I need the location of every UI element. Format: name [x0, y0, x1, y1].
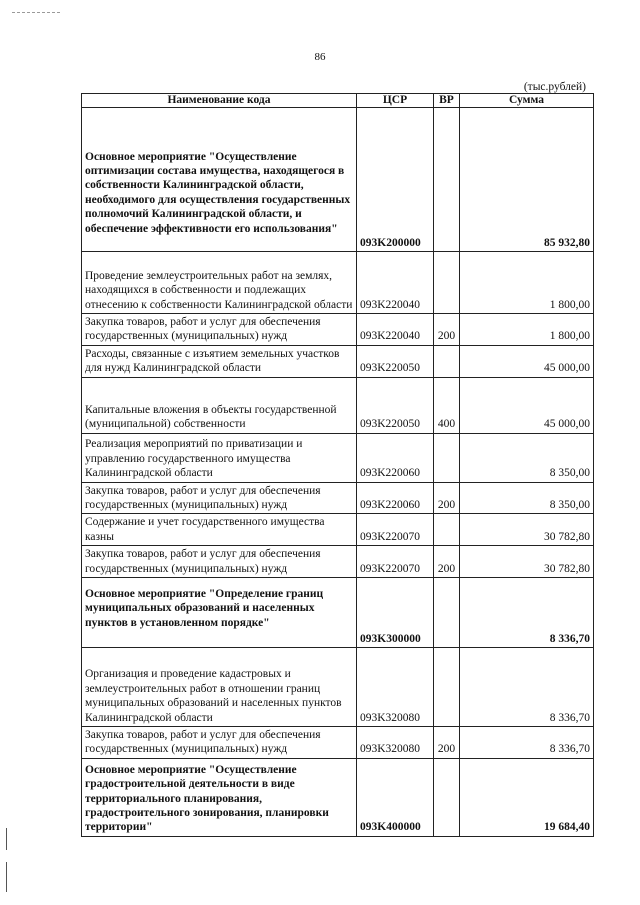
table-row [82, 758, 594, 836]
row-vr [434, 758, 460, 836]
row-sum: 8 350,00 [460, 433, 594, 482]
row-name: Основное мероприятие "Осуществление градостроительной деятельности в виде территориального планирования, градостроительного зонирования, планировки территории" [82, 758, 357, 836]
row-vr: 400 [434, 377, 460, 433]
table-row [82, 314, 594, 346]
header-name: Наименование кода [82, 94, 357, 108]
row-name: Закупка товаров, работ и услуг для обеспечения государственных (муниципальных) нужд [82, 727, 357, 759]
row-vr [434, 433, 460, 482]
row-csr: 093K220060 [357, 433, 434, 482]
scan-artifact [12, 12, 60, 13]
row-name: Расходы, связанные с изъятием земельных участков для нужд Калининградской области [82, 345, 357, 377]
table-row [82, 252, 594, 314]
row-vr [434, 648, 460, 727]
row-csr: 093K220050 [357, 377, 434, 433]
table-header-row [82, 94, 594, 108]
row-name: Основное мероприятие "Осуществление оптимизации состава имущества, находящегося в собственности Калининградской области, необходимого для осуществления государственных полномочий Калининградской области, и обеспечение эффективности его использования" [82, 108, 357, 252]
row-vr [434, 514, 460, 546]
table-row [82, 727, 594, 759]
header-csr: ЦСР [357, 94, 434, 108]
row-vr: 200 [434, 482, 460, 514]
row-sum: 8 336,70 [460, 727, 594, 759]
table-row [82, 482, 594, 514]
row-csr: 093K200000 [357, 108, 434, 252]
row-name: Организация и проведение кадастровых и землеустроительных работ в отношении границ муниципальных образований и населенных пунктов Калининградской области [82, 648, 357, 727]
row-sum: 30 782,80 [460, 546, 594, 578]
row-sum: 45 000,00 [460, 345, 594, 377]
row-vr [434, 345, 460, 377]
table-row [82, 377, 594, 433]
row-csr: 093K220070 [357, 514, 434, 546]
row-sum: 8 336,70 [460, 578, 594, 648]
budget-table [81, 93, 594, 837]
header-sum: Сумма [460, 94, 594, 108]
row-csr: 093K220050 [357, 345, 434, 377]
units-label: (тыс.рублей) [523, 81, 586, 93]
row-sum: 45 000,00 [460, 377, 594, 433]
row-csr: 093K220040 [357, 252, 434, 314]
row-csr: 093K220040 [357, 314, 434, 346]
row-name: Закупка товаров, работ и услуг для обеспечения государственных (муниципальных) нужд [82, 314, 357, 346]
row-csr: 093K220070 [357, 546, 434, 578]
table-body [82, 108, 594, 837]
table-row [82, 108, 594, 252]
row-sum: 85 932,80 [460, 108, 594, 252]
row-name: Закупка товаров, работ и услуг для обеспечения государственных (муниципальных) нужд [82, 546, 357, 578]
row-name: Закупка товаров, работ и услуг для обеспечения государственных (муниципальных) нужд [82, 482, 357, 514]
row-sum: 8 350,00 [460, 482, 594, 514]
row-vr [434, 108, 460, 252]
row-vr: 200 [434, 546, 460, 578]
row-sum: 1 800,00 [460, 252, 594, 314]
edge-mark [6, 862, 7, 892]
row-csr: 093K320080 [357, 648, 434, 727]
row-sum: 19 684,40 [460, 758, 594, 836]
row-name: Содержание и учет государственного имущества казны [82, 514, 357, 546]
page-number: 86 [314, 51, 326, 63]
table-row [82, 345, 594, 377]
table-row [82, 546, 594, 578]
row-name: Капитальные вложения в объекты государственной (муниципальной) собственности [82, 377, 357, 433]
row-vr: 200 [434, 727, 460, 759]
header-vr: ВР [434, 94, 460, 108]
table-row [82, 514, 594, 546]
row-sum: 30 782,80 [460, 514, 594, 546]
table-row [82, 578, 594, 648]
row-vr: 200 [434, 314, 460, 346]
row-sum: 1 800,00 [460, 314, 594, 346]
edge-mark [6, 828, 7, 850]
row-csr: 093K220060 [357, 482, 434, 514]
row-name: Проведение землеустроительных работ на землях, находящихся в собственности и подлежащих отнесению к собственности Калининградской области [82, 252, 357, 314]
row-csr: 093K300000 [357, 578, 434, 648]
row-csr: 093K400000 [357, 758, 434, 836]
row-name: Основное мероприятие "Определение границ муниципальных образований и населенных пунктов в установленном порядке" [82, 578, 357, 648]
row-name: Реализация мероприятий по приватизации и управлению государственного имущества Калининградской области [82, 433, 357, 482]
table-row [82, 648, 594, 727]
row-vr [434, 578, 460, 648]
row-sum: 8 336,70 [460, 648, 594, 727]
row-csr: 093K320080 [357, 727, 434, 759]
table-row [82, 433, 594, 482]
row-vr [434, 252, 460, 314]
